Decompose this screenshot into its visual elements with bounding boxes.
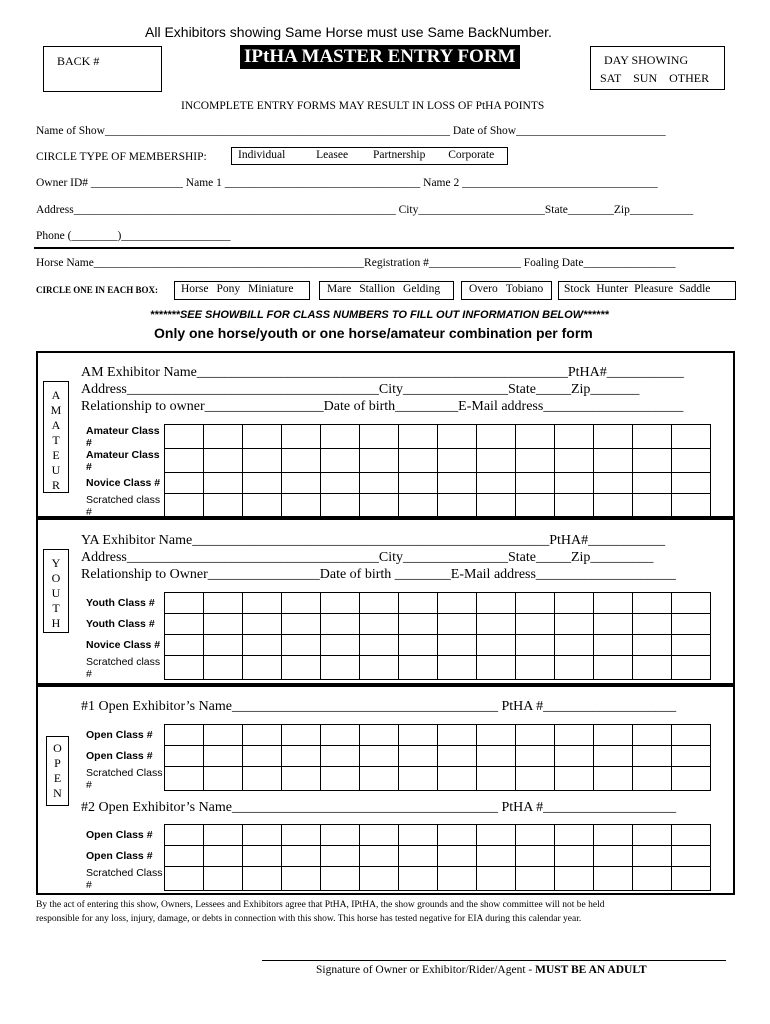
class-number-cell[interactable]: [632, 746, 671, 767]
class-number-cell[interactable]: [554, 746, 593, 767]
incomplete-notice: INCOMPLETE ENTRY FORMS MAY RESULT IN LOSS OF PtHA POINTS: [181, 100, 545, 112]
class-number-cell[interactable]: [476, 473, 515, 494]
class-number-cell[interactable]: [632, 767, 671, 791]
class-number-cell[interactable]: [398, 593, 437, 614]
class-number-cell[interactable]: [671, 656, 710, 680]
row-label: Amateur Class #: [80, 449, 164, 473]
row-label: Open Class #: [80, 746, 164, 767]
class-number-cell[interactable]: [242, 656, 281, 680]
class-number-cell[interactable]: [281, 593, 320, 614]
class-number-cell[interactable]: [320, 825, 359, 846]
class-number-cell[interactable]: [554, 825, 593, 846]
option[interactable]: Saddle: [679, 283, 711, 295]
class-number-cell[interactable]: [476, 725, 515, 746]
class-number-cell[interactable]: [242, 449, 281, 473]
class-number-cell[interactable]: [164, 746, 203, 767]
class-number-cell[interactable]: [671, 767, 710, 791]
class-number-cell[interactable]: [281, 746, 320, 767]
class-number-cell[interactable]: [320, 656, 359, 680]
class-number-cell[interactable]: [164, 767, 203, 791]
class-number-cell[interactable]: [203, 867, 242, 891]
class-number-cell[interactable]: [476, 635, 515, 656]
class-number-cell[interactable]: [632, 449, 671, 473]
class-number-cell[interactable]: [320, 473, 359, 494]
page-title: IPtHA MASTER ENTRY FORM: [240, 45, 520, 69]
class-number-cell[interactable]: [281, 449, 320, 473]
class-number-cell[interactable]: [164, 473, 203, 494]
class-number-cell[interactable]: [437, 767, 476, 791]
class-number-cell[interactable]: [437, 425, 476, 449]
class-number-cell[interactable]: [437, 635, 476, 656]
class-number-cell[interactable]: [398, 635, 437, 656]
class-number-cell[interactable]: [671, 867, 710, 891]
class-number-cell[interactable]: [359, 725, 398, 746]
showbill-notice: *******SEE SHOWBILL FOR CLASS NUMBERS TO FILL OUT INFORMATION BELOW******: [150, 309, 609, 321]
class-number-cell[interactable]: [554, 867, 593, 891]
class-number-cell[interactable]: [515, 825, 554, 846]
class-number-cell[interactable]: [515, 725, 554, 746]
signature-required-note: MUST BE AN ADULT: [535, 964, 647, 976]
class-number-cell[interactable]: [437, 867, 476, 891]
class-number-cell[interactable]: [437, 473, 476, 494]
option[interactable]: Miniature: [248, 283, 294, 295]
membership-option[interactable]: Leasee: [316, 149, 349, 161]
class-number-cell[interactable]: [554, 494, 593, 518]
row-label: Open Class #: [80, 825, 164, 846]
open-class-grid-2: [80, 824, 711, 891]
class-number-cell[interactable]: [593, 767, 632, 791]
class-number-cell[interactable]: [671, 614, 710, 635]
class-number-cell[interactable]: [242, 746, 281, 767]
class-number-cell[interactable]: [203, 473, 242, 494]
disclaimer-line-2: responsible for any loss, injury, damage, or debts in connection with this show. This horse has tested negative for EIA during this calendar year.: [36, 914, 582, 924]
class-number-cell[interactable]: [242, 725, 281, 746]
option[interactable]: Mare: [327, 283, 352, 295]
class-number-cell[interactable]: [281, 867, 320, 891]
class-number-cell[interactable]: [398, 767, 437, 791]
class-number-cell[interactable]: [242, 825, 281, 846]
amateur-class-grid: [80, 424, 711, 518]
disclaimer-line-1: By the act of entering this show, Owners, Lessees and Exhibitors agree that PtHA, IPtHA, the show grounds and the show committee will not be held: [36, 900, 605, 910]
class-number-cell[interactable]: [242, 767, 281, 791]
class-number-cell[interactable]: [476, 846, 515, 867]
class-number-cell[interactable]: [281, 614, 320, 635]
class-number-cell[interactable]: [359, 825, 398, 846]
top-notice: All Exhibitors showing Same Horse must use Same BackNumber.: [145, 24, 552, 40]
class-number-cell[interactable]: [281, 473, 320, 494]
membership-options-box[interactable]: [231, 147, 508, 165]
table-row: [80, 767, 710, 791]
class-number-cell[interactable]: [203, 846, 242, 867]
class-number-cell[interactable]: [203, 614, 242, 635]
table-row: [80, 449, 710, 473]
class-number-cell[interactable]: [320, 867, 359, 891]
class-number-cell[interactable]: [164, 614, 203, 635]
youth-side-label: Y O U T H: [43, 549, 69, 633]
class-number-cell[interactable]: [593, 635, 632, 656]
class-number-cell[interactable]: [593, 825, 632, 846]
option[interactable]: Hunter: [596, 283, 629, 295]
class-number-cell[interactable]: [554, 767, 593, 791]
class-number-cell[interactable]: [632, 635, 671, 656]
option[interactable]: Stock: [564, 283, 591, 295]
class-number-cell[interactable]: [398, 825, 437, 846]
option[interactable]: Pleasure: [634, 283, 674, 295]
class-number-cell[interactable]: [320, 449, 359, 473]
class-number-cell[interactable]: [476, 425, 515, 449]
class-number-cell[interactable]: [671, 425, 710, 449]
table-row: [80, 746, 710, 767]
option[interactable]: Tobiano: [505, 283, 544, 295]
class-number-cell[interactable]: [242, 494, 281, 518]
option[interactable]: Gelding: [403, 283, 441, 295]
class-number-cell[interactable]: [164, 725, 203, 746]
table-row: [80, 494, 710, 518]
class-number-cell[interactable]: [359, 635, 398, 656]
ya-exhibitor-name-field[interactable]: YA Exhibitor Name___________________________________________________PtHA#___________: [81, 533, 666, 548]
class-number-cell[interactable]: [164, 635, 203, 656]
class-number-cell[interactable]: [398, 494, 437, 518]
circle-one-label: CIRCLE ONE IN EACH BOX:: [36, 285, 159, 295]
class-number-cell[interactable]: [242, 614, 281, 635]
class-number-cell[interactable]: [320, 635, 359, 656]
class-number-cell[interactable]: [437, 846, 476, 867]
class-number-cell[interactable]: [554, 473, 593, 494]
class-number-cell[interactable]: [671, 473, 710, 494]
row-label: Amateur Class #: [80, 425, 164, 449]
class-number-cell[interactable]: [242, 425, 281, 449]
youth-class-grid: [80, 592, 711, 680]
class-number-cell[interactable]: [554, 593, 593, 614]
amateur-side-label: A M A T E U R: [43, 381, 69, 493]
class-number-cell[interactable]: [203, 635, 242, 656]
class-number-cell[interactable]: [203, 593, 242, 614]
class-number-cell[interactable]: [281, 635, 320, 656]
class-number-cell[interactable]: [515, 846, 554, 867]
membership-label: CIRCLE TYPE OF MEMBERSHIP:: [36, 151, 207, 163]
class-number-cell[interactable]: [398, 656, 437, 680]
class-number-cell[interactable]: [320, 846, 359, 867]
day-showing-box[interactable]: [590, 46, 725, 90]
class-number-cell[interactable]: [632, 725, 671, 746]
class-number-cell[interactable]: [476, 867, 515, 891]
class-number-cell[interactable]: [203, 767, 242, 791]
class-number-cell[interactable]: [476, 614, 515, 635]
class-number-cell[interactable]: [593, 746, 632, 767]
class-number-cell[interactable]: [242, 635, 281, 656]
combo-notice: Only one horse/youth or one horse/amateur combination per form: [154, 325, 593, 341]
am-relationship-field[interactable]: Relationship to owner_________________Date of birth_________E-Mail address____________________: [81, 399, 684, 414]
class-number-cell[interactable]: [164, 867, 203, 891]
class-number-cell[interactable]: [632, 473, 671, 494]
class-number-cell[interactable]: [671, 746, 710, 767]
class-number-cell[interactable]: [359, 425, 398, 449]
class-number-cell[interactable]: [359, 449, 398, 473]
class-number-cell[interactable]: [242, 593, 281, 614]
class-number-cell[interactable]: [281, 725, 320, 746]
class-number-cell[interactable]: [359, 473, 398, 494]
class-number-cell[interactable]: [515, 767, 554, 791]
class-number-cell[interactable]: [671, 494, 710, 518]
class-number-cell[interactable]: [554, 846, 593, 867]
class-number-cell[interactable]: [437, 449, 476, 473]
back-number-label: BACK #: [57, 54, 100, 68]
class-number-cell[interactable]: [164, 449, 203, 473]
address-line[interactable]: Address________________________________________________________ City______________________State________Zip___________: [36, 204, 694, 216]
option[interactable]: Pony: [216, 283, 241, 295]
table-row: [80, 825, 710, 846]
row-label: Youth Class #: [80, 593, 164, 614]
owner-line[interactable]: Owner ID# ________________ Name 1 __________________________________ Name 2 __________________________________: [36, 177, 658, 189]
class-number-cell[interactable]: [554, 425, 593, 449]
class-number-cell[interactable]: [281, 825, 320, 846]
open-exhibitor-1-field[interactable]: #1 Open Exhibitor’s Name______________________________________ PtHA #___________________: [81, 699, 677, 714]
table-row: [80, 473, 710, 494]
class-number-cell[interactable]: [632, 425, 671, 449]
class-number-cell[interactable]: [359, 867, 398, 891]
class-number-cell[interactable]: [203, 449, 242, 473]
sex-box[interactable]: [319, 281, 454, 300]
row-label: Open Class #: [80, 846, 164, 867]
class-number-cell[interactable]: [203, 825, 242, 846]
class-number-cell[interactable]: [359, 593, 398, 614]
day-showing-options: SAT SUN OTHER: [600, 71, 710, 85]
class-number-cell[interactable]: [632, 825, 671, 846]
open-side-label: O P E N: [46, 736, 69, 806]
class-number-cell[interactable]: [593, 494, 632, 518]
class-number-cell[interactable]: [164, 825, 203, 846]
option[interactable]: Horse: [181, 283, 209, 295]
name-of-show-field[interactable]: Name of Show____________________________________________________________ Date of Show__________________________: [36, 125, 666, 137]
class-number-cell[interactable]: [632, 846, 671, 867]
class-number-cell[interactable]: [554, 449, 593, 473]
class-number-cell[interactable]: [476, 449, 515, 473]
table-row: [80, 846, 710, 867]
class-number-cell[interactable]: [515, 593, 554, 614]
class-number-cell[interactable]: [320, 494, 359, 518]
membership-option[interactable]: Partnership: [372, 149, 426, 161]
class-number-cell[interactable]: [515, 473, 554, 494]
class-number-cell[interactable]: [671, 825, 710, 846]
table-row: [80, 635, 710, 656]
class-number-cell[interactable]: [359, 746, 398, 767]
class-number-cell[interactable]: [632, 867, 671, 891]
class-number-cell[interactable]: [203, 656, 242, 680]
row-label: Novice Class #: [80, 473, 164, 494]
table-row: [80, 425, 710, 449]
class-number-cell[interactable]: [203, 425, 242, 449]
class-number-cell[interactable]: [515, 867, 554, 891]
class-number-cell[interactable]: [203, 725, 242, 746]
class-number-cell[interactable]: [164, 656, 203, 680]
class-number-cell[interactable]: [593, 593, 632, 614]
class-number-cell[interactable]: [476, 767, 515, 791]
signature-line[interactable]: [262, 960, 726, 961]
table-row: [80, 725, 710, 746]
open-class-grid-1: [80, 724, 711, 791]
class-number-cell[interactable]: [476, 825, 515, 846]
class-number-cell[interactable]: [593, 425, 632, 449]
class-number-cell[interactable]: [476, 593, 515, 614]
class-number-cell[interactable]: [164, 593, 203, 614]
table-row: [80, 593, 710, 614]
horse-line[interactable]: Horse Name_______________________________________________Registration #________________ Foaling Date________________: [36, 257, 676, 269]
class-number-cell[interactable]: [437, 725, 476, 746]
row-label: Novice Class #: [80, 635, 164, 656]
row-label: Scratched class #: [80, 656, 164, 680]
class-number-cell[interactable]: [515, 746, 554, 767]
section-divider: [34, 247, 734, 249]
back-number-box[interactable]: [43, 46, 162, 92]
class-number-cell[interactable]: [515, 449, 554, 473]
class-number-cell[interactable]: [359, 846, 398, 867]
row-label: Scratched class #: [80, 494, 164, 518]
open-exhibitor-2-field[interactable]: #2 Open Exhibitor’s Name______________________________________ PtHA #___________________: [81, 800, 677, 815]
class-number-cell[interactable]: [398, 725, 437, 746]
ya-relationship-field[interactable]: Relationship to Owner________________Date of birth ________E-Mail address____________________: [81, 567, 676, 582]
phone-line[interactable]: Phone (________)___________________: [36, 230, 231, 242]
class-number-cell[interactable]: [242, 867, 281, 891]
table-row: [80, 656, 710, 680]
class-number-cell[interactable]: [476, 494, 515, 518]
class-number-cell[interactable]: [476, 656, 515, 680]
class-number-cell[interactable]: [593, 656, 632, 680]
table-row: [80, 867, 710, 891]
class-number-cell[interactable]: [437, 614, 476, 635]
table-row: [80, 614, 710, 635]
class-number-cell[interactable]: [554, 614, 593, 635]
signature-label: Signature of Owner or Exhibitor/Rider/Agent - MUST BE AN ADULT: [316, 964, 647, 976]
class-number-cell[interactable]: [164, 425, 203, 449]
option[interactable]: Stallion: [359, 283, 396, 295]
class-number-cell[interactable]: [164, 494, 203, 518]
class-number-cell[interactable]: [398, 449, 437, 473]
class-number-cell[interactable]: [515, 494, 554, 518]
row-label: Scratched Class #: [80, 767, 164, 791]
class-number-cell[interactable]: [632, 656, 671, 680]
class-number-cell[interactable]: [515, 425, 554, 449]
class-number-cell[interactable]: [320, 767, 359, 791]
row-label: Open Class #: [80, 725, 164, 746]
class-number-cell[interactable]: [593, 846, 632, 867]
class-number-cell[interactable]: [398, 846, 437, 867]
class-number-cell[interactable]: [359, 767, 398, 791]
class-number-cell[interactable]: [671, 593, 710, 614]
membership-option[interactable]: Individual: [238, 149, 286, 161]
class-number-cell[interactable]: [671, 846, 710, 867]
am-address-field[interactable]: Address____________________________________City_______________State_____Zip_______: [81, 382, 640, 397]
class-number-cell[interactable]: [632, 614, 671, 635]
class-number-cell[interactable]: [593, 867, 632, 891]
class-number-cell[interactable]: [398, 614, 437, 635]
class-number-cell[interactable]: [203, 746, 242, 767]
class-number-cell[interactable]: [671, 725, 710, 746]
class-number-cell[interactable]: [359, 494, 398, 518]
class-number-cell[interactable]: [203, 494, 242, 518]
row-label: Scratched Class #: [80, 867, 164, 891]
class-number-cell[interactable]: [632, 494, 671, 518]
class-number-cell[interactable]: [593, 473, 632, 494]
class-number-cell[interactable]: [281, 425, 320, 449]
class-number-cell[interactable]: [320, 746, 359, 767]
membership-option[interactable]: Corporate: [448, 149, 495, 161]
horse-type-box[interactable]: [174, 281, 310, 300]
class-number-cell[interactable]: [437, 825, 476, 846]
class-number-cell[interactable]: [593, 449, 632, 473]
option[interactable]: Overo: [469, 283, 498, 295]
class-number-cell[interactable]: [437, 494, 476, 518]
class-number-cell[interactable]: [671, 449, 710, 473]
class-number-cell[interactable]: [554, 635, 593, 656]
row-label: Youth Class #: [80, 614, 164, 635]
class-number-cell[interactable]: [320, 593, 359, 614]
class-number-cell[interactable]: [554, 656, 593, 680]
class-number-cell[interactable]: [398, 867, 437, 891]
day-showing-label: DAY SHOWING: [604, 53, 689, 67]
class-number-cell[interactable]: [281, 656, 320, 680]
class-number-cell[interactable]: [437, 746, 476, 767]
class-number-cell[interactable]: [632, 593, 671, 614]
class-number-cell[interactable]: [164, 846, 203, 867]
class-number-cell[interactable]: [320, 725, 359, 746]
class-number-cell[interactable]: [476, 746, 515, 767]
class-number-cell[interactable]: [281, 767, 320, 791]
class-number-cell[interactable]: [398, 473, 437, 494]
class-number-cell[interactable]: [281, 846, 320, 867]
type-box[interactable]: [558, 281, 736, 300]
class-number-cell[interactable]: [515, 635, 554, 656]
class-number-cell[interactable]: [437, 593, 476, 614]
class-number-cell[interactable]: [515, 614, 554, 635]
class-number-cell[interactable]: [398, 746, 437, 767]
class-number-cell[interactable]: [320, 425, 359, 449]
class-number-cell[interactable]: [593, 725, 632, 746]
class-number-cell[interactable]: [437, 656, 476, 680]
class-number-cell[interactable]: [242, 473, 281, 494]
ya-address-field[interactable]: Address____________________________________City_______________State_____Zip_________: [81, 550, 654, 565]
class-number-cell[interactable]: [515, 656, 554, 680]
pattern-box[interactable]: [461, 281, 552, 300]
class-number-cell[interactable]: [359, 656, 398, 680]
class-number-cell[interactable]: [398, 425, 437, 449]
class-number-cell[interactable]: [554, 725, 593, 746]
class-number-cell[interactable]: [281, 494, 320, 518]
am-exhibitor-name-field[interactable]: AM Exhibitor Name_____________________________________________________PtHA#___________: [81, 365, 684, 380]
class-number-cell[interactable]: [320, 614, 359, 635]
class-number-cell[interactable]: [671, 635, 710, 656]
class-number-cell[interactable]: [242, 846, 281, 867]
class-number-cell[interactable]: [593, 614, 632, 635]
class-number-cell[interactable]: [359, 614, 398, 635]
